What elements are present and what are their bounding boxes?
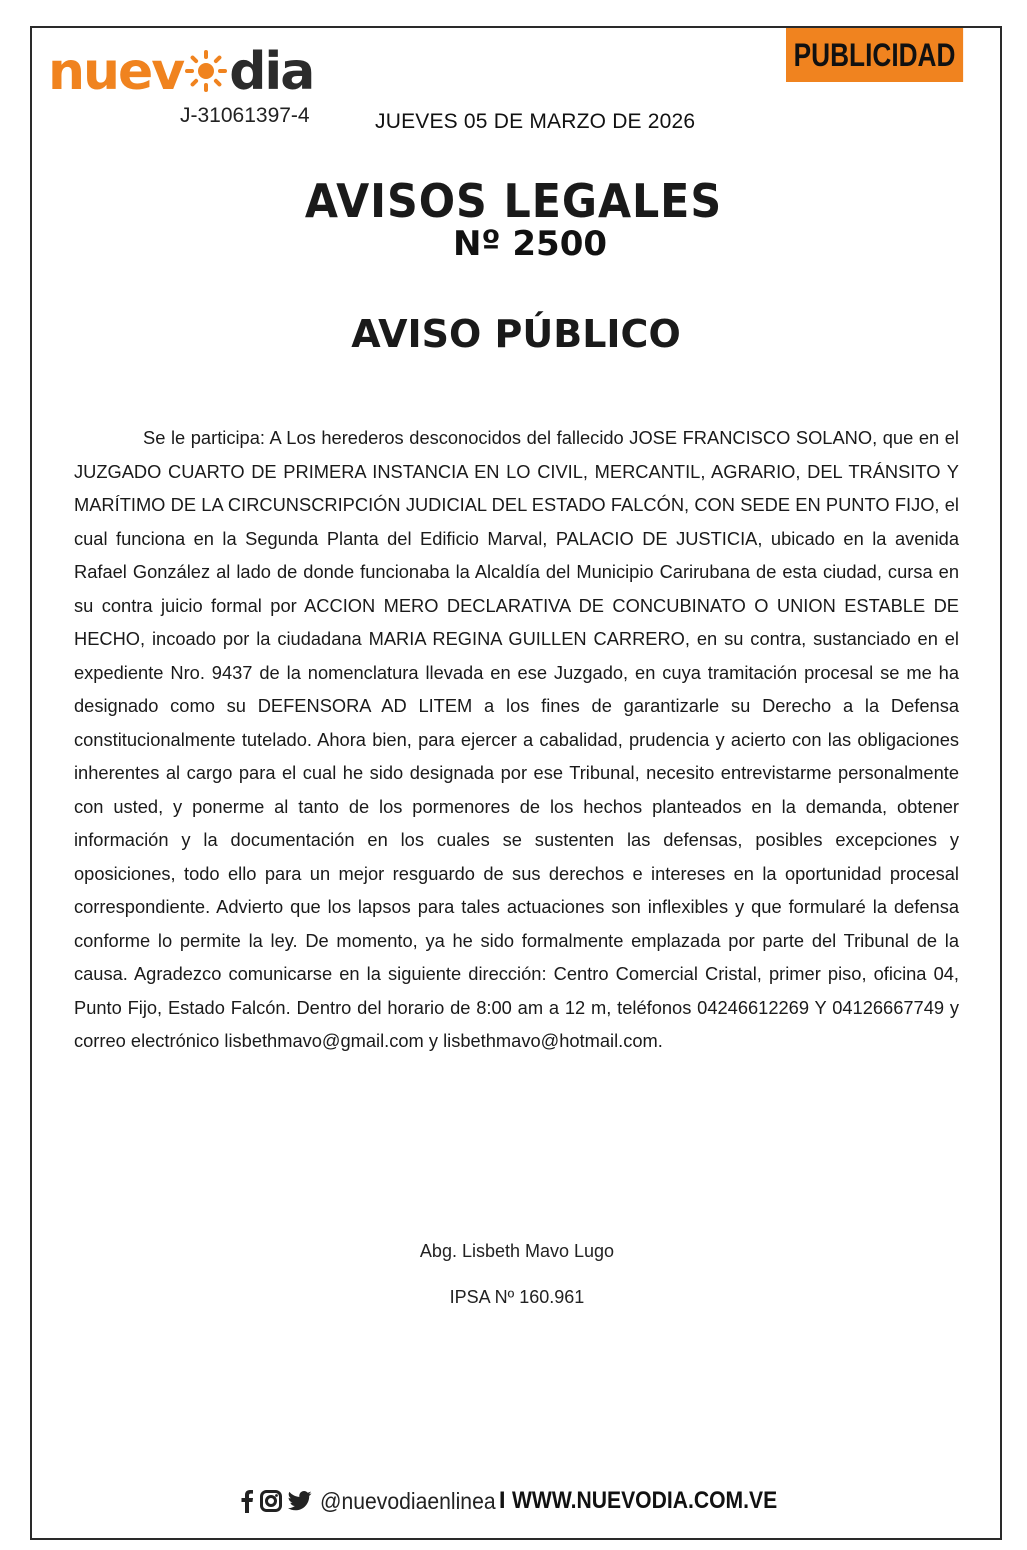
sun-logo-icon bbox=[184, 49, 228, 93]
logo-text-right: dia bbox=[229, 42, 314, 102]
footer bbox=[240, 1484, 813, 1518]
publication-date: JUEVES 05 DE MARZO DE 2026 bbox=[375, 110, 696, 133]
nuevodia-logo bbox=[48, 42, 313, 102]
website-link[interactable]: WWW.NUEVODIA.COM.VE bbox=[511, 1487, 777, 1514]
social-icons bbox=[240, 1489, 312, 1513]
footer-separator: I bbox=[498, 1487, 506, 1514]
publicidad-tag bbox=[786, 28, 963, 82]
notice-title: AVISO PÚBLICO bbox=[351, 312, 681, 356]
logo-text-left: nuev bbox=[48, 42, 184, 102]
rif-number: J-31061397-4 bbox=[180, 104, 310, 127]
page-title: AVISOS LEGALES bbox=[304, 174, 723, 228]
publicidad-label: PUBLICIDAD bbox=[793, 36, 956, 73]
facebook-icon[interactable] bbox=[240, 1489, 254, 1513]
notice-body: Se le participa: A Los herederos desconocidos del fallecido JOSE FRANCISCO SOLANO, que en el JUZGADO CUARTO DE PRIMERA INSTANCIA EN LO CIVIL, MERCANTIL, AGRARIO, DEL TRÁNSITO Y MARÍTIMO DE LA CIRCUNSCRIPCIÓN JUDICIAL DEL ESTADO FALCÓN, CON SEDE EN PUNTO FIJO, el cual funciona en la Segunda Planta del Edificio Marval, PALACIO DE JUSTICIA, ubicado en la avenida Rafael González al lado de donde funcionaba la Alcaldía del Municipio Carirubana de esta ciudad, cursa en su contra juicio formal por ACCION MERO DECLARATIVA DE CONCUBINATO O UNION ESTABLE DE HECHO, incoado por la ciudadana MARIA REGINA GUILLEN CARRERO, en su contra, sustanciado en el expediente Nro. 9437 de la nomenclatura llevada en ese Juzgado, en cuya tramitación procesal se me ha designado como su DEFENSORA AD LITEM a los fines de garantizarle su Derecho a la Defensa constitucionalmente tutelado. Ahora bien, para ejercer a cabalidad, prudencia y acierto con las obligaciones inherentes al cargo para el cual he sido designada por ese Tribunal, necesito entrevistarme personalmente con usted, y ponerme al tanto de los pormenores de los hechos planteados en la demanda, obtener información y la documentación en los cuales se sustenten las defensas, posibles excepciones y oposiciones, todo ello para un mejor resguardo de sus derechos e intereses en la oportunidad procesal correspondiente. Advierto que los lapsos para tales actuaciones son inflexibles y que formularé la defensa conforme lo permite la ley. De momento, ya he sido formalmente emplazada por parte del Tribunal de la causa. Agradezco comunicarse en la siguiente dirección: Centro Comercial Cristal, primer piso, oficina 04, Punto Fijo, Estado Falcón. Dentro del horario de 8:00 am a 12 m, teléfonos 04246612269 Y 04126667749 y correo electrónico lisbethmavo@gmail.com y lisbethmavo@hotmail.com. bbox=[74, 427, 959, 1051]
issue-number: Nº 2500 bbox=[452, 224, 608, 264]
instagram-icon[interactable] bbox=[260, 1490, 282, 1512]
social-handle[interactable]: @nuevodiaenlinea bbox=[320, 1487, 496, 1514]
twitter-icon[interactable] bbox=[288, 1491, 312, 1511]
signature-name: Abg. Lisbeth Mavo Lugo bbox=[419, 1241, 615, 1261]
signature-ipsa: IPSA Nº 160.961 bbox=[449, 1287, 585, 1307]
